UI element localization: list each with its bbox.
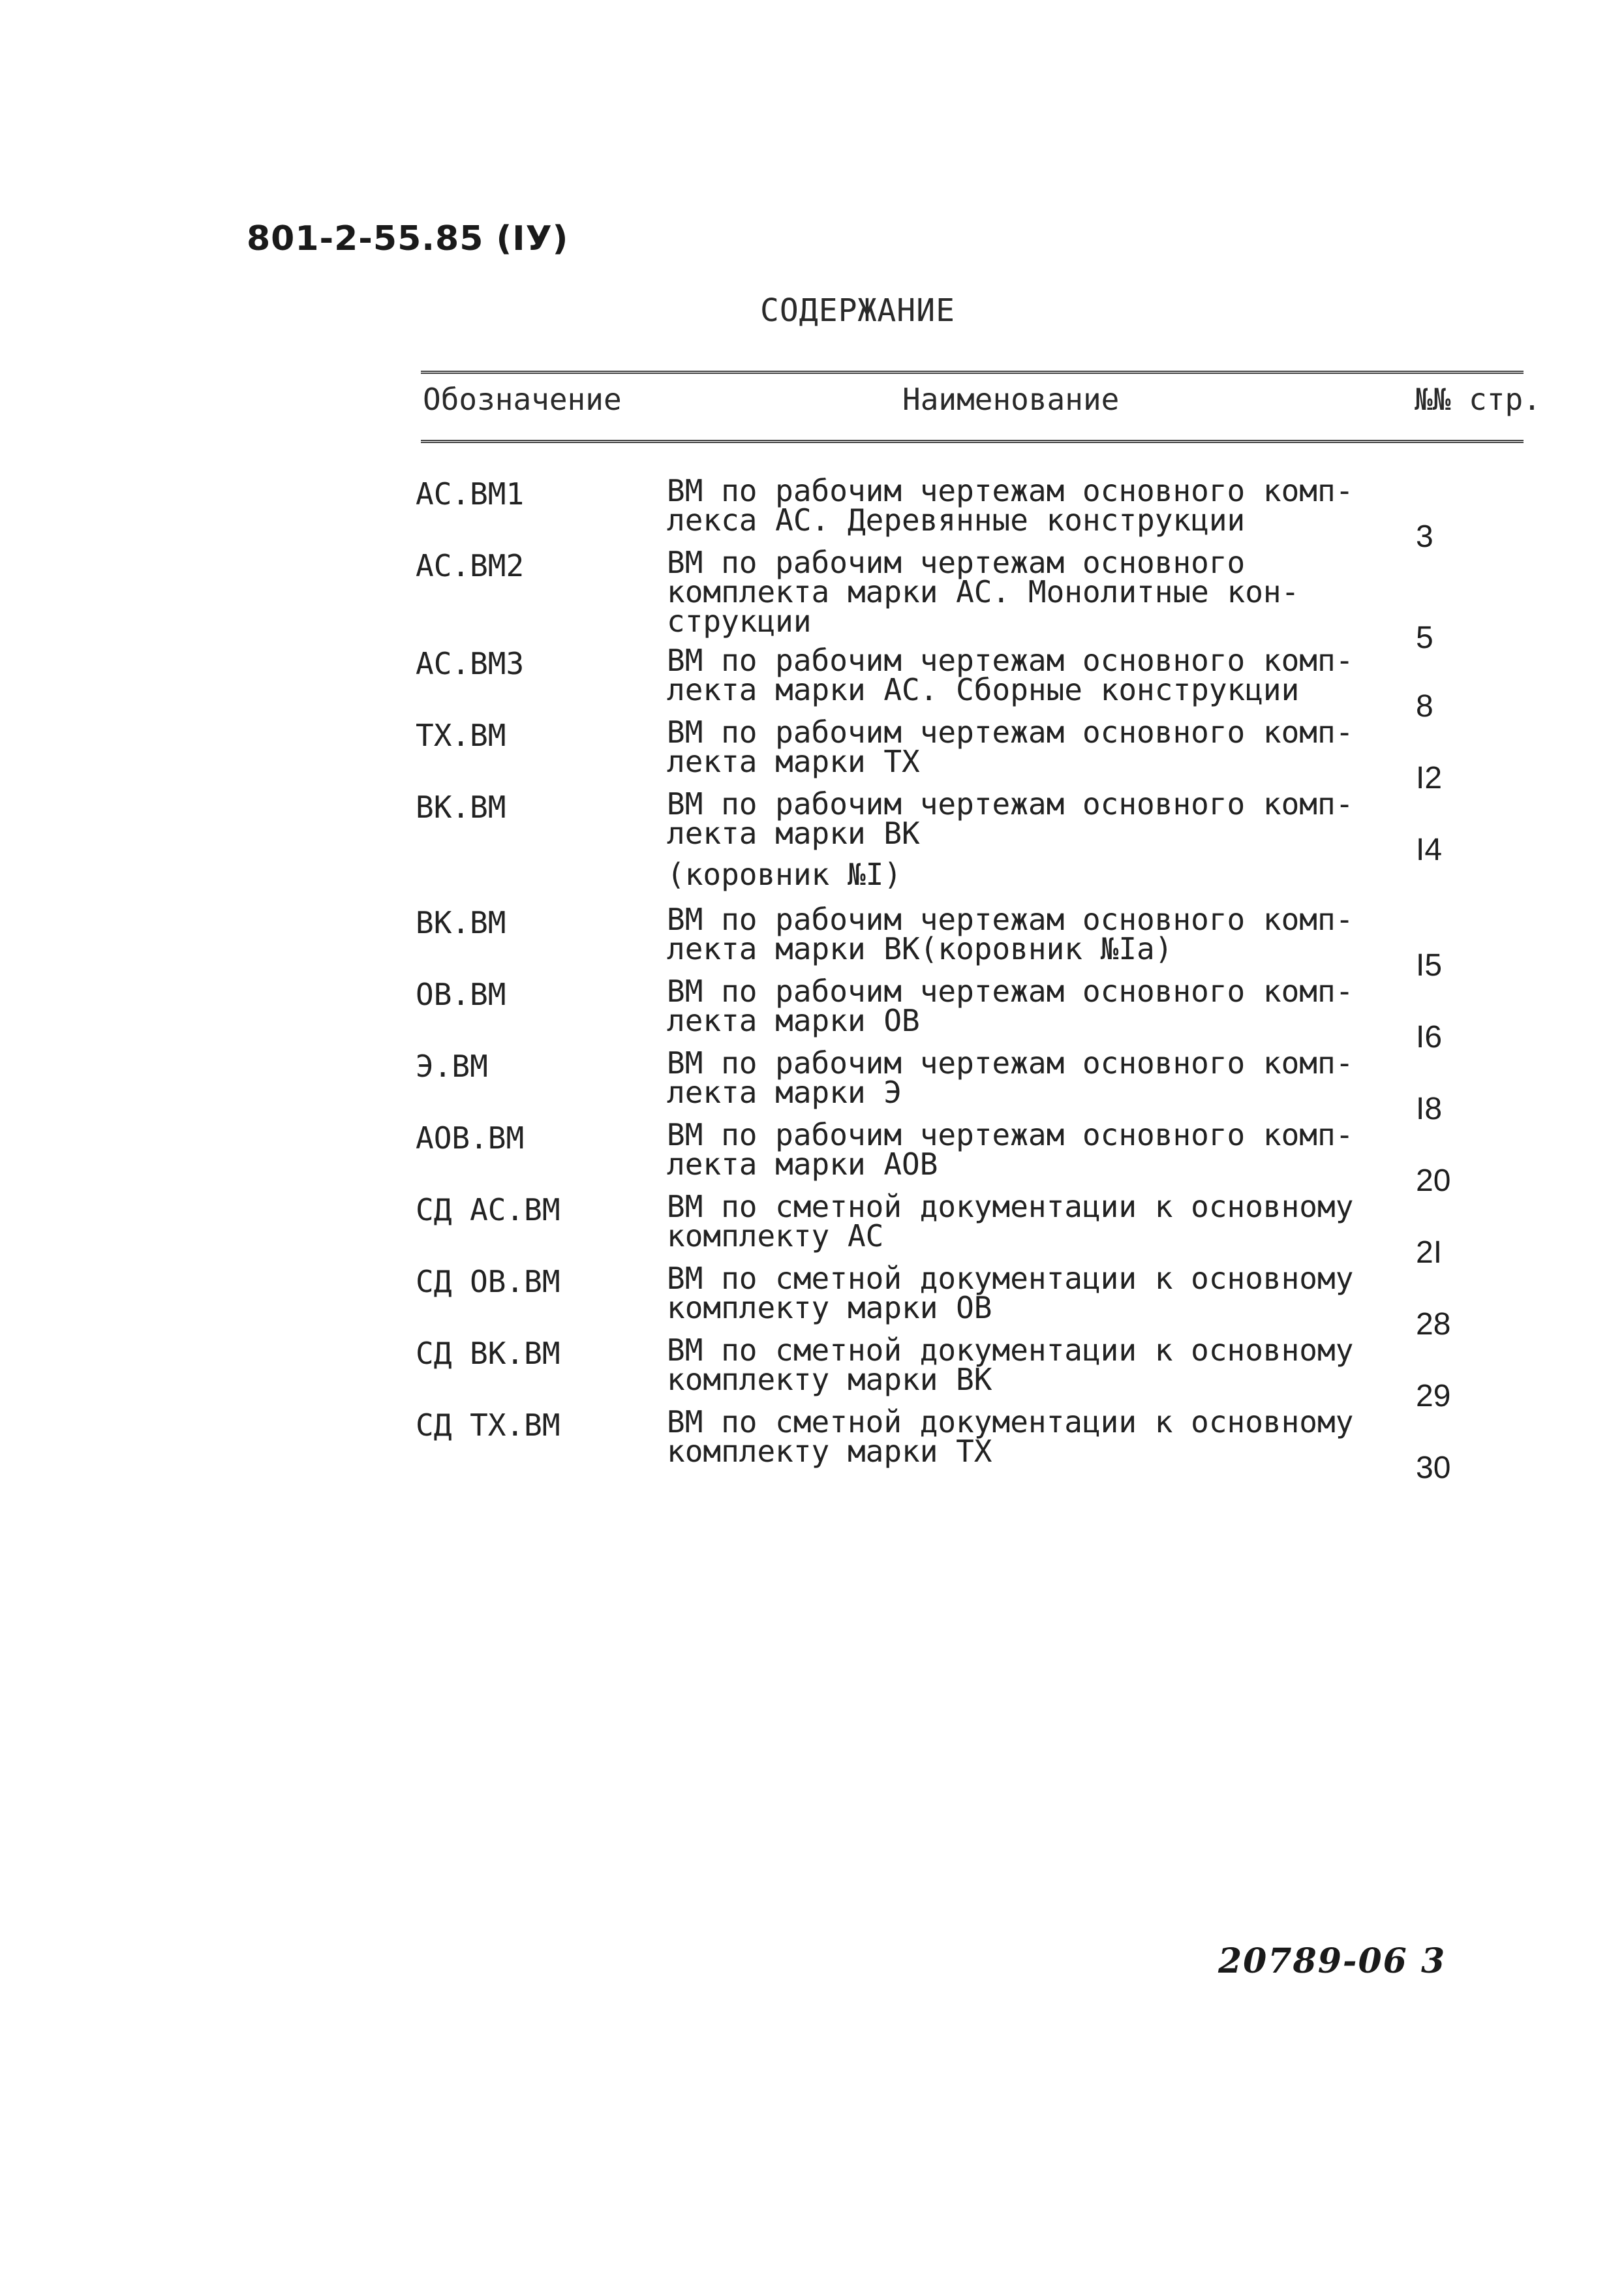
row-title-line: лекта марки Э bbox=[667, 1075, 902, 1110]
row-page-number: 30 bbox=[1416, 1451, 1451, 1485]
row-page-number: 28 bbox=[1416, 1307, 1451, 1342]
row-title bbox=[667, 1117, 1411, 1182]
row-title-line: лекта марки АС. Сборные конструкции bbox=[667, 672, 1300, 707]
row-title-line: лекса АС. Деревянные конструкции bbox=[667, 502, 1246, 538]
row-title-line: комплекту марки ВК bbox=[667, 1362, 992, 1397]
row-title-line: ВМ по рабочим чертежам основного комп- bbox=[667, 473, 1354, 508]
row-designation: СД АС.ВМ bbox=[416, 1192, 560, 1227]
row-page-number: 8 bbox=[1416, 689, 1433, 724]
row-title bbox=[667, 715, 1411, 779]
row-designation: СД ВК.ВМ bbox=[416, 1336, 560, 1371]
row-title-line: ВМ по рабочим чертежам основного комп- bbox=[667, 1117, 1354, 1152]
row-title bbox=[667, 857, 1411, 892]
row-title bbox=[667, 643, 1411, 707]
row-designation: АС.ВМ2 bbox=[416, 548, 525, 583]
row-title-line: ВМ по рабочим чертежам основного bbox=[667, 545, 1246, 580]
row-title bbox=[667, 974, 1411, 1038]
row-designation: СД ОВ.ВМ bbox=[416, 1264, 560, 1299]
row-title bbox=[667, 1189, 1411, 1254]
row-designation: СД ТХ.ВМ bbox=[416, 1408, 560, 1443]
row-page-number: I4 bbox=[1416, 833, 1443, 867]
row-page-number: I2 bbox=[1416, 761, 1443, 795]
row-title-line: ВМ по рабочим чертежам основного комп- bbox=[667, 786, 1354, 822]
row-page-number: 3 bbox=[1416, 519, 1433, 554]
row-page-number: 2I bbox=[1416, 1235, 1443, 1270]
row-title-line: комплекту АС bbox=[667, 1218, 884, 1254]
row-title bbox=[667, 1045, 1411, 1110]
row-title-line: струкции bbox=[667, 604, 812, 639]
row-page-number: I6 bbox=[1416, 1020, 1443, 1054]
column-header-name: Наименование bbox=[902, 382, 1120, 417]
row-designation: ВК.ВМ bbox=[416, 905, 506, 940]
row-page-number: I5 bbox=[1416, 948, 1443, 983]
row-designation: АС.ВМ1 bbox=[416, 476, 525, 512]
table-header-rule bbox=[421, 440, 1524, 443]
row-designation: Э.ВМ bbox=[416, 1049, 488, 1084]
table-top-rule bbox=[421, 371, 1524, 374]
row-page-number: I8 bbox=[1416, 1092, 1443, 1126]
row-title bbox=[667, 473, 1411, 538]
row-title-line: ВМ по рабочим чертежам основного комп- bbox=[667, 715, 1354, 750]
row-title bbox=[667, 1261, 1411, 1325]
column-header-designation: Обозначение bbox=[423, 382, 622, 417]
row-title-line: ВМ по рабочим чертежам основного комп- bbox=[667, 902, 1354, 937]
row-title-line: ВМ по рабочим чертежам основного комп- bbox=[667, 974, 1354, 1009]
row-title bbox=[667, 786, 1411, 851]
archive-stamp: 20789-06 3 bbox=[1218, 1941, 1447, 1981]
row-designation: ОВ.ВМ bbox=[416, 977, 506, 1012]
row-title-line: комплекта марки АС. Монолитные кон- bbox=[667, 574, 1300, 609]
row-title-line: ВМ по сметной документации к основному bbox=[667, 1332, 1354, 1368]
row-designation: ВК.ВМ bbox=[416, 790, 506, 825]
row-title-line: лекта марки АОВ bbox=[667, 1146, 938, 1182]
row-title-line: ВМ по сметной документации к основному bbox=[667, 1189, 1354, 1224]
row-title-line: лекта марки ВК(коровник №Iа) bbox=[667, 931, 1173, 966]
column-header-page: №№ стр. bbox=[1415, 382, 1541, 417]
row-designation: АС.ВМ3 bbox=[416, 646, 525, 681]
row-title bbox=[667, 1404, 1411, 1469]
row-title-line: ВМ по сметной документации к основному bbox=[667, 1404, 1354, 1439]
row-title-line: комплекту марки ТХ bbox=[667, 1434, 992, 1469]
row-designation: ТХ.ВМ bbox=[416, 718, 506, 753]
row-title-line: ВМ по рабочим чертежам основного комп- bbox=[667, 643, 1354, 678]
page-title: СОДЕРЖАНИЕ bbox=[760, 292, 955, 329]
row-page-number: 29 bbox=[1416, 1379, 1451, 1413]
row-title-line: комплекту марки ОВ bbox=[667, 1290, 992, 1325]
row-title-line: ВМ по рабочим чертежам основного комп- bbox=[667, 1045, 1354, 1081]
document-code: 801-2-55.85 (IУ) bbox=[247, 219, 569, 258]
row-title-line: (коровник №I) bbox=[667, 857, 902, 892]
row-title-line: лекта марки ТХ bbox=[667, 744, 920, 779]
row-title-line: лекта марки ОВ bbox=[667, 1003, 920, 1038]
row-page-number: 5 bbox=[1416, 621, 1433, 655]
row-title-line: ВМ по сметной документации к основному bbox=[667, 1261, 1354, 1296]
row-title bbox=[667, 545, 1411, 639]
row-designation: АОВ.ВМ bbox=[416, 1120, 525, 1156]
row-title bbox=[667, 902, 1411, 966]
row-page-number: 20 bbox=[1416, 1163, 1451, 1198]
row-title bbox=[667, 1332, 1411, 1397]
row-title-line: лекта марки ВК bbox=[667, 816, 920, 851]
